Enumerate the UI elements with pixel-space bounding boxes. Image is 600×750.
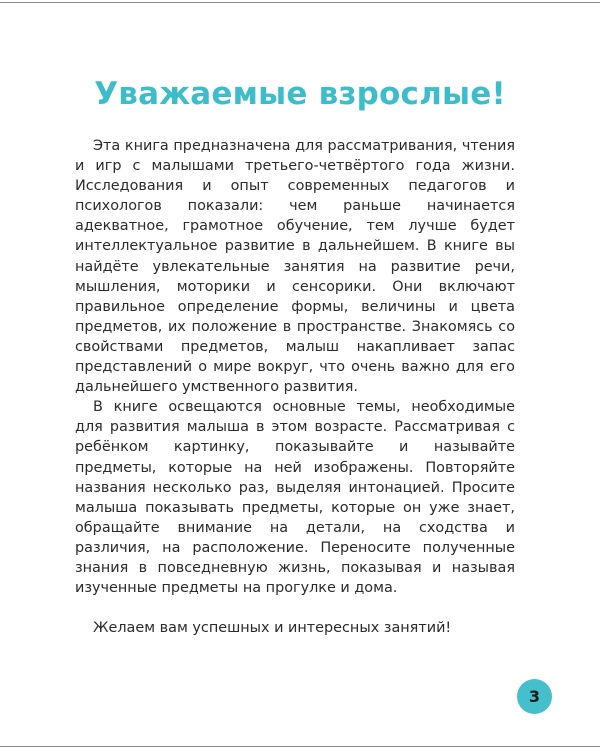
body-text bbox=[75, 136, 515, 638]
bottom-divider bbox=[0, 746, 600, 747]
page-title: Уважаемые взрослые! bbox=[94, 75, 506, 112]
topics-paragraph: В книге освещаются основные темы, необходимые для развития малыша в этом возрасте. Рассматривая с ребёнком картинку, показывайте и называйте предметы, которые на ней изображены. Повторяйте названия несколько раз, выделяя интонацией. Просите малыша показывать предметы, которые он уже знает, обращайте внимание на детали, на сходства и различия, на расположение. Переносите полученные знания в повседневную жизнь, показывая и называя изученные предметы на прогулке и дома. bbox=[75, 399, 515, 597]
closing-paragraph: Желаем вам успешных и интересных занятий! bbox=[93, 620, 452, 637]
intro-paragraph: Эта книга предназначена для рассматривания, чтения и игр с малышами третьего-четвёртого года жизни. Исследования и опыт современных педагогов и психологов показали: чем раньше начинается адекватное, грамотное обучение, тем лучше будет интеллектуальное развитие в дальнейшем. В книге вы найдёте увлекательные занятия на развитие речи, мышления, моторики и сенсорики. Они включают правильное определение формы, величины и цвета предметов, их положение в пространстве. Знакомясь со свойствами предметов, малыш накапливает запас представлений о мире вокруг, что очень важно для его дальнейшего умственного развития. bbox=[75, 138, 515, 396]
top-divider bbox=[0, 2, 600, 3]
page-number-badge: 3 bbox=[517, 679, 552, 714]
